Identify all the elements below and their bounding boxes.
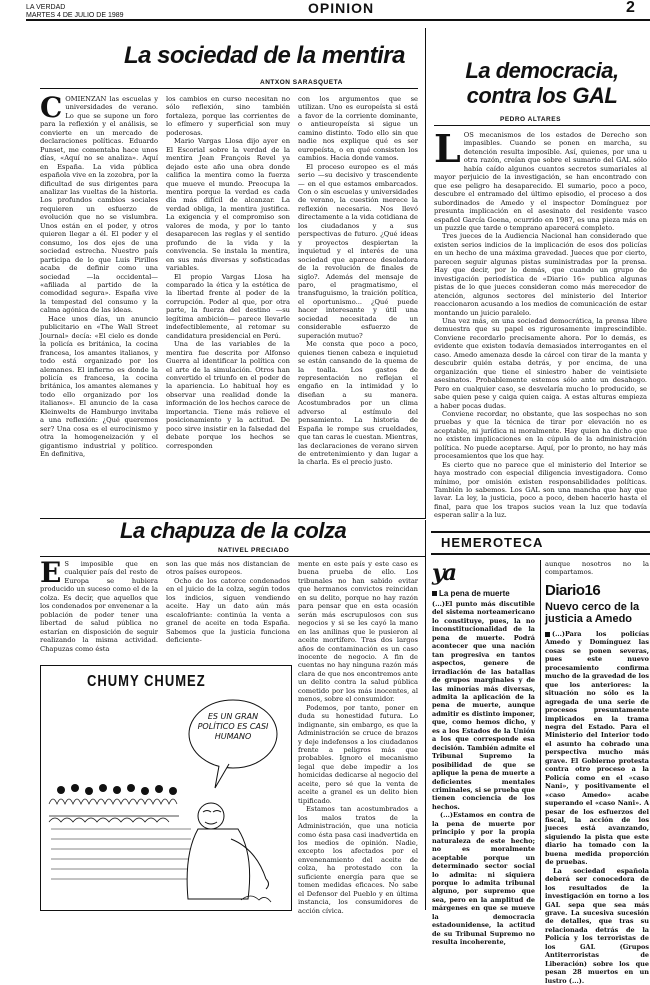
article1-paragraph: con los argumentos que se utilizan. Uno es europeísta si está a favor de la corriente dominante, o antieuropeísta si sigue un camino distinto. Todo ello sin que nadie nos explique qué es ser europeísta, o en qué consisten los cambios. Hacia donde vamos. [298, 95, 418, 163]
article1-paragraph: Me consta que poco a poco, quienes tienen cabeza e inquietud se están cansando de la quema de la toalla. Los gastos de representación no reflejan el engaño en la intimidad y lo diseñan a su manera. Acostumbrados por un clima adverso al estímulo del pensamiento. La historia de España le rompe sus crueldades, que tan caras le cuestan. Mientras, las declaraciones de verano sirven de entretenimiento y dan lugar a la charla. Es el precio justo. [298, 340, 418, 467]
issue-date: MARTES 4 DE JULIO DE 1989 [26, 12, 124, 19]
column-divider [425, 520, 426, 910]
article3-paragraph: S imposible que en cualquier país del resto de Europa se hubiera producido un suceso como el de la colza. Es decir, que aquellos que los condenados por envenenar a la población de poder tener una libertad de salud pública no estarían en disposición de seguir realizando la misma actividad. Chapuzas como ésta [40, 560, 158, 653]
article1-paragraph: los cambios en curso necesitan no sólo reflexión, sino también fortaleza, porque las corrientes de lo efímero y superficial son muy poderosas. [166, 95, 290, 137]
ya-section [432, 589, 510, 598]
column-divider [540, 560, 541, 910]
d16-body [545, 630, 649, 985]
cartoon-speech: ES UN GRAN POLÍTICO ES CASI HUMANO [197, 712, 269, 741]
column-divider [425, 28, 426, 518]
article3-paragraph: Estamos tan acostumbrados a los malos tratos de la Administración, que una noticia como ésta pasa casi inadvertida en los medios de opinión. Nadie, excepto los afectados por el envenenamiento del aceite de colza, ha protestado con la suficiente energía para que se tomen medidas eficaces. No sabe el Defensor del Pueblo y en última instancia, los consumidores de acción cívica. [298, 805, 418, 915]
article3-paragraph: Podemos, por tanto, poner en duda su honestidad futura. Lo indignante, sin embargo, es que la Administración se cruce de brazos y deje indefensos a los ciudadanos frente a peligros más que probables. Ignoro el mecanismo legal que debe impedir a los homicidas dedicarse al negocio del aceite, pero sé que la venta de aceite a granel es un delito bien tipificado. [298, 703, 418, 805]
article1-paragraph: Hace unos días, un anuncio publicitario en «The Wall Street Journal» decía: «El cielo es donde la policía es británica, la cocina francesa, los amantes italianos, y todo está organizado por los alemanes. El infierno es donde la policía es francesa, la cocina británica, los amantes alemanes y todo ello organizado por los italianos». El anuncio de la casa Kleinwelts de Hamburgo invitaba a una reflexión: ¿Qué queremos ser? Una cosa es el eurocinismo y otra la homogeneización y el gigantismo industrial y político. En definitiva, [40, 314, 158, 459]
hemeroteca-title: HEMEROTECA [441, 535, 544, 550]
article1-column-1 [40, 91, 158, 505]
ya-logo: ya [432, 560, 456, 586]
header-rule [26, 19, 650, 21]
d16-headline: Nuevo cerco de la justicia a Amedo [545, 601, 640, 625]
article1-paragraph: El proceso europeo es el más serio —su decisivo y trascendente— en el que estamos embarcados. Con o sin escuelas y universidades de verano, la cuestión merece la reflexión necesaria. Nos llevó directamente a la vida cotidiana de los ciudadanos y a sus perspectivas de futuro. ¿Qué ideas y proyectos despiertan la inquietud y el interés de una sociedad que aparece desoladora de la revolución de finales de siglo?. Además del mensaje de paro, el pragmatismo, el transfuguismo, la traición política, el oportunismo... ¿Qué puede hacer interesante y útil una sociedad necesitada de un considerable esfuerzo de superación mutuo? [298, 162, 418, 340]
cartoon [40, 665, 292, 911]
d16-top-text: aunque nosotros no la compartamos. [545, 560, 649, 577]
article2-paragraph: Tres jueces de la Audiencia Nacional han considerado que existen serios indicios de la implicación de esos dos policías en un hecho de una máxima gravedad. Jueces que por cierto, parecen seguir algunas pistas suministradas por la prensa. Hay que decir, por lo demás, que cuando un grupo de investigación periodística de «Diario 16» publica algunas pistas de lo que jueces consideran como más merecedor de atención, algunos sectores del ministerio del Interior reaccionaron acusando a los medios de comunicación de estar montando un juicio paralelo. [434, 232, 647, 317]
d16-paragraph: La sociedad española deberá ser conocedora de los resultados de la investigación en torno a los GAL sepa que sea más grave. La sucesiva sucesión de detalles, que tras su relacionada detrás de la Policía y los terroristas de los GAL (Grupos Antiterroristas de Liberación) sobre los que pesan 28 muertos en un lustro (...). [545, 866, 649, 985]
article2-paragraph: Una vez más, en una sociedad democrática, la prensa libre demuestra que su papel es rigurosamente imprescindible. Conviene recordarlo precisamente ahora. Por lo demás, es evidente que existen todavía demasiados interrogantes en el caso. Amedo amenaza desde la cárcel con tirar de la manta y descubrir quién estaba detrás, y por encima, de una organización que tiene el siniestro haber de veintisiete asesinatos. Probablemente estemos sólo ante un desahogo. Pero en cualquier caso, se desvelaría mucho lo producido, se sabe quien pese y caiga quien caiga. A estas alturas empieza a haber pocas dudas. [434, 316, 647, 410]
article2-paragraph: Conviene recordar, no obstante, que las sospechas no son pruebas y que la técnica de tirar por elevación no es aceptable, ni jurídica ni moralmente. Hay quien ha dicho que no existen implicaciones en la cúpula de la administración política. No puede aceptarse. Aquí, por lo pronto, no hay más procesamientos que los que hay. [434, 409, 647, 461]
article1-paragraph: OMIENZAN las escuelas y universidades de verano. Lo que se supone un foro para la reflexión y el análisis, se convierte en un mercado de declaraciones políticas. Eduardo Punset, me comentaba hace unos días, «Aquí no se analiza». Aquí en España. La vida pública española vive en la zozobra, por la dificultad de sus dirigentes para analizar las vueltas de la historia. Los profundos cambios sociales requieren un esfuerzo de evolución que no se vislumbra. Unos están en el poder, y otros quieren llegar a él. El poder y el consumo, los dos ejes de una sociedad estrecha. Nuestro país participa de lo que Luis Pirillos acaba de definir como una sociedad —la occidental— «afiliada al partido de la comodidad segura». España vive la tempestad del consumo y la calma agónica de las ideas. [40, 95, 158, 315]
article2-body [434, 126, 647, 521]
ya-body [432, 600, 535, 947]
article2-author: PEDRO ALTARES [500, 116, 561, 123]
article1-column-2 [166, 95, 290, 505]
d16-text: (...)Para los policías Amedo y Domínguez las cosas se ponen severas, pues este nuevo procesamiento confirma mucho de la gravedad de los que los anteriores: la situación no sólo es la agregada de una serie de procesos presuntamente implicados en la trama negra del Estado. Para el Ministerio del Interior todo el asunto ha cobrado una perspectiva mucho más grave. El Gobierno protesta contra otro proceso a la Policía como en el «caso Nani», y positivamente el «caso Amedo» acabe superando el «caso Nani». A pesar de los esfuerzos del fiscal, la acción de los jueces está avanzando, siguiendo la pista que este diario ha tomado con la buena medida proporción de pruebas. [545, 630, 649, 867]
section-title: OPINION [308, 0, 375, 16]
article1-rule [40, 88, 418, 89]
article2-paragraph: Es cierto que no parece que el ministerio del Interior se haya mostrado con especial diligencia investigadora. Como mínimo, por omisión existen responsabilidades políticas. También lo sabemos. Los GAL son una mancha que hay que lavar. La ley, la justicia, poco a poco, deben hacerlo hasta el final, para que los trapos sucios vean la luz que todavía esperan salir a la luz. [434, 460, 647, 520]
article2-rule [434, 125, 650, 126]
masthead-left [26, 4, 124, 20]
article1-paragraph: Mario Vargas Llosa dijo ayer en El Escorial sobre la verdad de la mentira Jean François Revel ya dejado este año una obra donde califica la mentira como la fuerza que mueve el mundo. Preocupa la mentira porque la verdad es cada día más difícil de alcanzar. La verdad obliga, la mentira justifica. La exigencia y el compromiso son valores de moda, y por lo tanto desaparecen las reglas y el sentido profundo de la vida y la convivencia. Se instala la mentira, en sus más diversas y sofisticadas variables. [166, 137, 290, 273]
d16-logo: Diario16 [545, 582, 601, 599]
article1-paragraph: Una de las variables de la mentira fue descrita por Alfonso Guerra al identificar la política con el arte de la simulación. Otros han convertido el triunfo en el poder de la apariencia. Lo habitual hoy es observar una realidad donde la información de los hechos carece de importancia. Tiene más relieve el posicionamiento y la actitud. De poco sirve insistir en la falsedad del debate porque los hechos se corresponden [166, 340, 290, 450]
article1-author: ANTXON SARASQUETA [260, 79, 343, 86]
cartoon-artist-banner: CHUMY CHUMEZ [87, 671, 206, 690]
newspaper-name: LA VERDAD [26, 4, 66, 11]
bullet-icon [432, 591, 437, 596]
article1-paragraph: El propio Vargas Llosa ha comparado la ética y la estética de la libertad frente al poder de la corrupción. Poder al que, por otra parte, la fuerza del destino —su legítima ambición— parece llevarle indefectiblemente, al retomar su candidatura presidencial en Perú. [166, 272, 290, 340]
article3-paragraph: Ocho de los catorce condenados en el juicio de la colza, según todos los indicios, siguen vendiendo aceite. Hay un dato aún más escalofriante: continúa la venta a granel de aceite en toda España. Sabemos que la justicia funciona deficiente- [166, 576, 290, 645]
article3-paragraph: mente en este país y este caso es buena prueba de ello. Los tribunales no han sabido evitar que hermanos convictos reincidan en su delito, porque no hay razón para pensar que en esta ocasión serán más escrupulosos con sus negocios y si se les cayó la mano en las anilinas que le pusieron al aceite mortífero. Tras dos largos años de contaminación es un caso inocente de negocio. A fin de cuentas no hay ninguna razón más clara de que nos encontremos ante un delito contra la salud pública cometido por los más inocentes, al menos, sobre el consumidor. [298, 560, 418, 704]
article1-title: La sociedad de la mentira [124, 42, 405, 69]
article1-dropcap: C [40, 91, 63, 124]
ya-section-label: La pena de muerte [439, 589, 510, 598]
article3-title: La chapuza de la colza [120, 518, 347, 543]
hemeroteca-banner [431, 531, 650, 555]
article2-paragraph: OS mecanismos de los estados de Derecho son impasibles. Cuando se ponen en marcha, su detención resulta imposible. Así, quienes, por una u otra razón, creían que sobre el sumario del GAL sólo había caído algunos cuantos secretos sumariales al mayor perjuicio de la investigación, se han encontrado con que ese peligro ha desaparecido. El sumario, poco a poco, descubre el entramado del último episodio, el proceso a dos subordinados de Amedo y el inspector Domínguez por presunta implicación en el asesinato del residente vasco español García Goena, ocurrido en 1987, es una pieza más en un puzzle que tarde o temprano aparecerá completo. [434, 131, 647, 232]
article3-dropcap: E [40, 556, 62, 589]
article2-dropcap: L [434, 126, 461, 171]
d16-top [545, 560, 649, 580]
article2-title: La democracia, contra los GAL [465, 58, 619, 108]
bullet-icon [545, 632, 550, 637]
article3-column-2 [166, 560, 290, 662]
article3-paragraph: son las que más nos distancian de otros países europeos. [166, 560, 290, 577]
ya-paragraph: (...)El punto más discutible del sistema norteamericano lo constituye, pues, la no inconstitucionalidad de la pena de muerte. Podrá acontecer que una nación tan progresiva en tantos aspectos, genere de irradiación de las batallas de grupos marginales y de las minorías más diversas, admita la aplicación de la pena de muerte, aunque admitir es distinto imponer, que, como hemos dicho, y es a los Estados de la Unión a los que corresponde esa decisión. También admite el Tribunal Supremo la posibilidad de que se aplique la pena de muerte a deficientes mentales criminales, si se prueba que tienen conciencia de los hechos. [432, 600, 535, 811]
article3-column-3 [298, 560, 418, 915]
article3-rule [40, 556, 426, 557]
ya-paragraph: (...)Estamos en contra de la pena de muerte por principio y por la propia naturaleza de este hecho; no es moralmente aceptable porque un determinado sector social lo admita: ni siquiera porque lo admita tribunal alguno, por supremo que sea, pero en la amplitud de márgenes en que se mueve la democracia estadounidense, la actitud de su Tribunal Supremo no resulta incoherente, [432, 811, 535, 947]
page-number: 2 [626, 0, 635, 16]
article3-column-1 [40, 556, 158, 662]
d16-paragraph [545, 630, 649, 867]
article1-column-3 [298, 95, 418, 505]
article3-author: NATIVEL PRECIADO [218, 547, 290, 554]
